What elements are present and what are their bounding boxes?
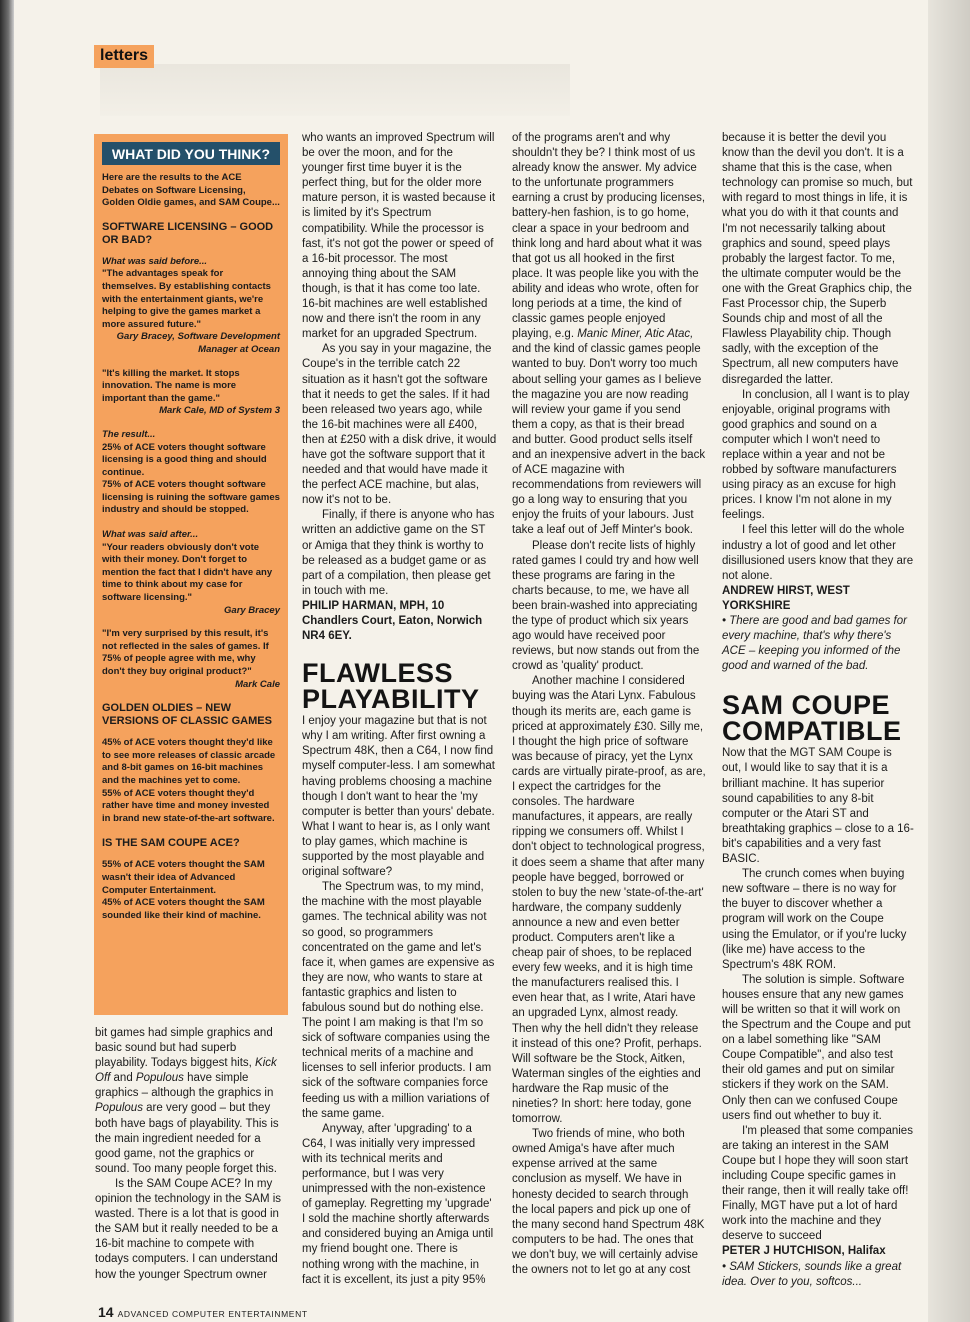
letter-signature-hutchison: PETER J HUTCHISON, Halifax (722, 1245, 886, 1258)
next-page-edge (928, 0, 970, 1322)
sam-result-yes: 45% of ACE voters thought the SAM sounded like their kind of machine. (102, 897, 265, 921)
col2-paragraph-2: As you say in your magazine, the Coupe's in the terrible catch 22 situation as it hasn't got the software that it needs to get the sales. If it had been released two years ago, while the 16-bit machines were all £400, then at £250 with a disk drive, it would have got the software support that it needed and that would have made it the perfect ACE machine, but alas, now it's not to be. (302, 343, 497, 507)
quote-bracey-2: "Your readers obviously don't vote with their money. Don't forget to mention the fact that I didn't have any time to think about my case for software licensing." (102, 541, 273, 604)
oldies-result-more: 45% of ACE voters thought they'd like to see more releases of classic arcade and 8-bit games on 16-bit machines and the machines yet to come. (102, 737, 276, 786)
col2-paragraph-5: The Spectrum was, to my mind, the machine with the most playable games. The technical ability was not so good, so programmers concentrated on the game and let's face it, when games are expensive as they are now, who wants to stare at fantastic graphics and listen to fabulous sound but do nothing else. The point I am making is that I'm so sick of software companies using the technical merits of a machine and licenses to sell inferior products. I am sick of the software companies force feeding us with a million variations of the same game. (302, 881, 495, 1120)
oldies-title: GOLDEN OLDIES – NEW VERSIONS OF CLASSIC GAMES (102, 702, 272, 728)
page-spine-shadow (0, 0, 14, 1322)
section-tag: letters (94, 45, 154, 68)
col2-paragraph-4: I enjoy your magazine but that is not why I am writing. After first owning a Spectrum 48K, then a C64, I now find myself computer-less. I am somewhat having problems choosing a machine though I don't want to hear the 'my computer is better than yours' debate. What I want to hear is, as I only want to play games, which machine is supported by the most playable and original software? (302, 715, 496, 879)
quote-cale-1: "It's killing the market. It stops innovation. The name is more important than the game." (102, 367, 240, 404)
letter-signature-hirst: ANDREW HIRST, WEST YORKSHIRE (722, 584, 850, 612)
col4-paragraph-4: Now that the MGT SAM Coupe is out, I would like to say that it is a brilliant machine. It has superior sound capabilities to any 8-bit computer or the Atari ST and breathtaking graphics – close to a 16-bit's capabilities and a very fast BASIC. (722, 747, 914, 866)
licensing-result-good: 25% of ACE voters thought software licensing is a good thing and should continue. (102, 441, 267, 478)
licensing-result-bad: 75% of ACE voters thought software licensing is ruining the software games industry and should be stopped. (102, 479, 280, 516)
quote-cale-1-attribution: Mark Cale, MD of System 3 (159, 405, 280, 417)
quote-bracey-1: "The advantages speak for themselves. By establishing contacts with the entertainment giants, we're helping to give the games market a more assured future." (102, 268, 271, 330)
magazine-name: ADVANCED COMPUTER ENTERTAINMENT (117, 1309, 308, 1319)
sam-coupe-compatible-heading: SAM COUPE COMPATIBLE (722, 690, 902, 747)
sidebar-intro: Here are the results to the ACE Debates on Software Licensing, Golden Oldie games, and SAM Coupe... (102, 172, 280, 209)
column-2-text (302, 131, 497, 1288)
column-4-text (722, 131, 914, 1290)
col4-paragraph-5: The crunch comes when buying new software – there is no way for the buyer to discover whether a program will work on the Coupe using the Emulator, or if you're lucky (like me) have access to the Spectrum's 48K ROM. (722, 868, 907, 971)
editor-reply-1: • There are good and bad games for every machine, that's why there's ACE – keeping you informed of the good and warned of the bad. (722, 615, 907, 673)
col4-paragraph-3: I feel this letter will do the whole industry a lot of good and let other disillusioned users know that they are not alone. (722, 524, 914, 582)
col3-paragraph-4: Two friends of mine, who both owned Amiga's have after much expense arrived at the same conclusion as myself. We have in honesty decided to search through the local papers and pick up one of the many second hand Spectrum 48K computers to be had. The ones that we don't buy, we will certainly advise the owners not to let go at any cost (512, 1128, 705, 1277)
col1-paragraph-2: Is the SAM Coupe ACE? In my opinion the technology in the SAM is wasted. There is a lot that is good in the SAM but it really needed to be a 16-bit machine to compete with todays computers. I can understand how the younger Spectrum owner (95, 1177, 282, 1281)
col2-paragraph-6: Anyway, after 'upgrading' to a C64, I was initially very impressed with its technical merits and performance, but I was very unimpressed with the non-existence of gameplay. Regretting my 'upgrade' I sold the machine shortly afterwards and considered buying an Amiga until my friend bought one. There is nothing wrong with the machine, in fact it is excellent, its just a pity 95% (302, 1122, 494, 1286)
poll-results-sidebar (94, 134, 288, 1015)
oldies-result-new: 55% of ACE voters thought they'd rather have time and money invested in brand new state-of-the-art software. (102, 787, 275, 824)
col3-paragraph-2: Please don't recite lists of highly rated games I could try and how well these programs are faring in the charts because, to me, we have all been brain-washed into appreciating the type of product which six years ago would have received poor reviews, but now stands out from the crowd as 'quality' product. (512, 539, 700, 673)
quote-bracey-2-attribution: Gary Bracey (224, 604, 280, 616)
quote-bracey-1-attribution: Gary Bracey, Software Development Manager at Ocean (116, 331, 280, 355)
flawless-playability-heading: FLAWLESS PLAYABILITY (302, 658, 480, 715)
column-1-text (95, 1026, 288, 1283)
col2-paragraph-1: who wants an improved Spectrum will be over the moon, and for the younger first time buyer it is the perfect thing, but for the older more mature person, it is wasted because it is limited by it's Spectrum compatibility. While the processor is fast, it's not got the power or speed of a 16-bit processor. The most annoying thing about the SAM though, is that it has come too late. 16-bit machines are well established now and there isn't the room in any market for an upgraded Spectrum. (302, 132, 496, 341)
letter-signature-harman: PHILIP HARMAN, MPH, 10 Chandlers Court, Eaton, Norwich NR4 6EY. (302, 599, 483, 643)
after-label: What was said after... (102, 529, 199, 541)
before-label: What was said before... (102, 255, 208, 267)
sam-title: IS THE SAM COUPE ACE? (102, 837, 240, 850)
col1-paragraph-1: bit games had simple graphics and basic sound but had superb playability. Todays biggest hits, Kick Off and Populous have simple graphics – although the graphics in Populous are very good – but they both have bags of playability. This is the main ingredient needed for a good game, not the graphics or sound. Too many people forget this. (95, 1027, 279, 1175)
col3-paragraph-1: of the programs aren't and why shouldn't they be? I think most of us already know the answer. My advice to the unfortunate programmers earning a crust by producing licenses, battery-hen fashion, is to go home, clear a space in your bedroom and think long and hard about what it was that got us all hooked in the first place. It was people like you with the ability and ideas who wrote, often for long periods at a time, the kind of classic games people enjoyed playing, e.g. Manic Miner, Atic Atac, and the kind of classic games people wanted to buy. Don't worry too much about selling your games as I believe the magazine you are now reading will review your game if you send them a copy, as that is their bread and butter. Good product sells itself and an inexpensive advert in the back of ACE magazine with recommendations from reviewers will go a long way to ensuring that you enjoy the fruits of your labours. Just take a leaf out of Jeff Minter's book. (512, 132, 706, 537)
quote-cale-2-attribution: Mark Cale (235, 678, 280, 690)
col3-paragraph-3: Another machine I considered buying was the Atari Lynx. Fabulous though its merits are, each game is priced at approximately £30. Silly me, I thought the high price of software was because of piracy, yet the Lynx cards are virtually pirate-proof, as are, I expect the cartridges for the consoles. The hardware manufactures, it appears, are really ripping we consumers off. Whilst I don't object to technological progress, it does seem a shame that after many people have begged, borrowed or stolen to buy the new 'state-of-the-art' hardware, the company suddenly announce a new and even better product. Computers aren't like a cheap pair of shoes, to be replaced every few weeks, and it is high time the manufacturers realised this. I even hear that, as I write, Atari have an upgraded Lynx, almost ready. Then why the hell didn't they release it instead of this one? Profit, perhaps. Will software be the Stock, Aitken, Waterman singles of the eighties and hardware the Rap music of the nineties? In short: here today, gone tomorrow. (512, 675, 706, 1126)
result-label: The result... (102, 428, 156, 440)
sam-result-no: 55% of ACE voters thought the SAM wasn't their idea of Advanced Computer Entertainment. (102, 859, 265, 896)
show-through-background (100, 64, 570, 116)
col4-paragraph-6: The solution is simple. Software houses ensure that any new games will be written so that it will work on the Spectrum and the Coupe and put on a label something like "SAM Coupe Compatible", and also test their old games and put on similar stickers if they work on the SAM. Only then can we confused Coupe users find out whether to buy it. (722, 973, 911, 1122)
col2-paragraph-3: Finally, if there is anyone who has written an addictive game on the ST or Amiga that they think is worthy to be released as a budget game or as part of a compilation, then please get in touch with me. (302, 509, 495, 597)
sidebar-heading: WHAT DID YOU THINK? (102, 142, 280, 165)
page-footer (98, 1304, 308, 1322)
page-number: 14 (98, 1304, 114, 1320)
editor-reply-2: • SAM Stickers, sounds like a great idea. Over to you, softcos... (722, 1260, 902, 1288)
col4-paragraph-7: I'm pleased that some companies are taking an interest in the SAM Coupe but I hope they will soon start including Coupe specific games in their range, then it will really take off! Finally, MGT have put a lot of hard work into the machine and they deserve to succeed (722, 1124, 913, 1243)
col4-paragraph-2: In conclusion, all I want is to play enjoyable, original programs with good graphics and sound on a computer which I won't need to replace within a year and not be robbed by software manufacturers using piracy as an excuse for high prices. I know I'm not alone in my feelings. (722, 388, 910, 522)
licensing-title: SOFTWARE LICENSING – GOOD OR BAD? (102, 220, 274, 246)
column-3-text (512, 131, 706, 1278)
quote-cale-2: "I'm very surprised by this result, it's not reflected in the sales of games. If 75% of people agree with me, why don't they buy original product?" (102, 628, 269, 677)
col4-paragraph-1: because it is better the devil you know than the devil you don't. It is a shame that this is the case, when technology can promise so much, but with regard to most things in life, it is what you do with it that counts and I'm not necessarily talking about graphics and sound, speed plays probably the largest factor. To me, the ultimate computer would be the one with the Great Graphics chip, the Fast Processor chip, the Superb Sounds chip and most of all the Flawless Playability chip. Though sadly, with the exception of the Spectrum, all new computers have disregarded the latter. (722, 132, 913, 386)
